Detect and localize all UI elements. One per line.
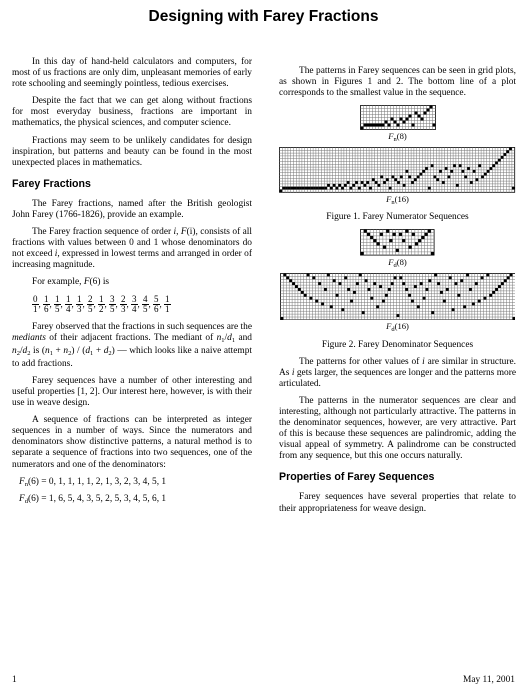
grid-cell-filled — [495, 288, 498, 291]
grid-cell-filled — [426, 167, 429, 170]
grid-cell-filled — [289, 279, 292, 282]
grid-cell-filled — [376, 305, 379, 308]
grid-cell-filled — [347, 181, 350, 184]
grid-cell-filled — [426, 109, 429, 112]
grid-cell-filled — [367, 233, 370, 236]
grid-cell-filled — [358, 274, 361, 277]
farey-paragraph-2: The Farey fraction sequence of order i, F(i), consists of all fractions with values between 0 and 1 whose denominators do not exceed i, expressed in lowest terms and arranged in order of increasing magnitude. — [12, 227, 252, 271]
properties-paragraph-2: Farey sequences have several properties that relate to their appropriateness for weave design. — [279, 492, 516, 514]
intro-paragraph-1: In this day of hand-held calculators and computers, for most of us fractions are only dim, unpleasant memories of early rote schooling and seemingly pointless, tedious exercises. — [12, 57, 252, 90]
fraction-denominator: 5 — [143, 303, 148, 314]
grid-cell-filled — [322, 187, 325, 190]
grid-cell-filled — [440, 291, 443, 294]
grid-cell-filled — [318, 282, 321, 285]
grid-cell-filled — [405, 288, 408, 291]
grid-cell-filled — [386, 230, 389, 233]
grid-cell-filled — [280, 317, 283, 320]
grid-cell-filled — [363, 124, 366, 127]
grid-cell-filled — [422, 297, 425, 300]
grid-cell-filled — [466, 274, 469, 277]
grid-cell-filled — [335, 294, 338, 297]
grid-cell-filled — [432, 124, 435, 127]
grid-cell-filled — [286, 276, 289, 279]
grid-cell-filled — [396, 124, 399, 127]
grid-cell-filled — [411, 300, 414, 303]
grid-cell-filled — [283, 274, 286, 277]
fraction-numerator: 3 — [110, 293, 115, 304]
grid-cell-filled — [423, 170, 426, 173]
grid-cell-filled — [454, 282, 457, 285]
grid-cell-filled — [369, 124, 372, 127]
grid-cell-filled — [480, 276, 483, 279]
grid-cell-filled — [390, 239, 393, 242]
grid-cell-filled — [448, 276, 451, 279]
grid-cell-filled — [377, 243, 380, 246]
grid-cell-filled — [504, 153, 507, 156]
grid-cell-filled — [344, 184, 347, 187]
grid-cell-filled — [408, 294, 411, 297]
grid-cell-filled — [418, 239, 421, 242]
grid-cell-filled — [451, 308, 454, 311]
grid-cell-filled — [364, 184, 367, 187]
grid-cell-filled — [336, 187, 339, 190]
grid-cell-filled — [353, 184, 356, 187]
grid-cell-filled — [498, 159, 501, 162]
grid-cell-filled — [465, 176, 468, 179]
denominator-sequence: $F_d(6) = 1$, 6, 5, 4, 3, 5, 2, 5, 3, 4, 5, 6, 1 — [19, 493, 167, 505]
grid-cell-filled — [396, 249, 399, 252]
grid-cell-filled — [286, 187, 289, 190]
grid-cell-filled — [300, 291, 303, 294]
grid-cell-filled — [402, 121, 405, 124]
grid-cell-filled — [332, 279, 335, 282]
grid-cell-filled — [314, 187, 317, 190]
grid-cell-filled — [420, 173, 423, 176]
grid-cell-filled — [380, 233, 383, 236]
grid-cell-filled — [292, 282, 295, 285]
grid-cell-filled — [406, 170, 409, 173]
grid-cell-filled — [370, 297, 373, 300]
grid-cell-filled — [414, 112, 417, 115]
grid-cell-filled — [366, 124, 369, 127]
grid-cell-filled — [390, 282, 393, 285]
grid-cell-filled — [311, 187, 314, 190]
grid-cell-filled — [484, 173, 487, 176]
grid-cell-filled — [375, 124, 378, 127]
grid-cell-filled — [392, 176, 395, 179]
heading-properties: Properties of Farey Sequences — [279, 471, 435, 484]
fraction-denominator: 2 — [99, 303, 104, 314]
grid-cell-filled — [378, 184, 381, 187]
grid-cell-filled — [409, 246, 412, 249]
grid-cell-filled — [356, 181, 359, 184]
grid-cell-filled — [338, 282, 341, 285]
fraction-numerator: 4 — [143, 293, 148, 304]
farey-paragraph-1: The Farey fractions, named after the British geologist John Farey (1766-1826), provide an example. — [12, 198, 252, 220]
grid-cell-filled — [378, 124, 381, 127]
grid-cell-filled — [490, 167, 493, 170]
grid-cell-filled — [381, 124, 384, 127]
grid-cell-filled — [361, 181, 364, 184]
page-title: Designing with Farey Fractions — [148, 8, 379, 25]
fraction-numerator: 1 — [55, 293, 60, 304]
grid-cell-filled — [390, 118, 393, 121]
grid-plot-denominator-16 — [280, 273, 516, 320]
grid-cell-filled — [372, 179, 375, 182]
grid-cell-filled — [425, 288, 428, 291]
grid-cell-filled — [409, 176, 412, 179]
grid-cell-filled — [372, 124, 375, 127]
grid-cell-filled — [305, 187, 308, 190]
page-number: 1 — [12, 675, 17, 685]
grid-cell-filled — [370, 236, 373, 239]
grid-cell-filled — [324, 288, 327, 291]
grid-cell-filled — [297, 187, 300, 190]
grid-cell-filled — [477, 300, 480, 303]
grid-cell-filled — [463, 305, 466, 308]
footer-date: May 11, 2001 — [463, 675, 515, 685]
grid-cell-filled — [399, 118, 402, 121]
grid-cell-filled — [367, 288, 370, 291]
fraction-denominator: 1 — [165, 303, 170, 314]
grid-cell-filled — [442, 300, 445, 303]
grid-cell-filled — [507, 151, 510, 154]
fraction-numerator: 1 — [165, 293, 170, 304]
grid-cell-filled — [411, 124, 414, 127]
fraction-numerator: 1 — [66, 293, 71, 304]
grid-cell-filled — [500, 282, 503, 285]
grid-cell-filled — [344, 276, 347, 279]
grid-cell-filled — [471, 303, 474, 306]
grid-cell-filled — [451, 170, 454, 173]
figure-2-caption: Figure 2. Farey Denominator Sequences — [321, 339, 474, 350]
patterns-paragraph-3: The patterns in the numerator sequences are clear and interesting, although not particularly attractive. The patterns in the denominator sequences, however, are very attractive. Part of this is because these sequences are palindromic, adding the visual appeal of symmetry. A palindrome can be constructed from any sequence, but this one occurs naturally. — [279, 395, 516, 462]
grid-cell-filled — [469, 288, 472, 291]
grid-cell-filled — [364, 230, 367, 233]
grid-cell-filled — [422, 236, 425, 239]
grid-cell-filled — [512, 317, 515, 320]
plot-label-n16: $F_n(16)$ — [386, 194, 409, 207]
grid-cell-filled — [339, 184, 342, 187]
grid-cell-filled — [476, 179, 479, 182]
grid-plot-numerator-8 — [360, 105, 436, 130]
intro-paragraph-3: Fractions may seem to be unlikely candidates for design inspiration, but patterns and beauty can be found in the most unexpected places in mathematics. — [12, 135, 252, 168]
grid-cell-filled — [319, 187, 322, 190]
grid-cell-filled — [501, 156, 504, 159]
grid-cell-filled — [498, 285, 501, 288]
figure-1 — [279, 105, 516, 223]
fraction-numerator: 1 — [77, 293, 82, 304]
grid-cell-filled — [288, 187, 291, 190]
grid-cell-filled — [350, 187, 353, 190]
fraction-denominator: 6 — [154, 303, 159, 314]
grid-cell-filled — [326, 274, 329, 277]
fraction-denominator: 1 — [33, 303, 38, 314]
fraction-numerator: 3 — [132, 293, 137, 304]
grid-cell-filled — [333, 184, 336, 187]
grid-cell-filled — [456, 184, 459, 187]
grid-cell-filled — [400, 176, 403, 179]
grid-cell-filled — [291, 187, 294, 190]
grid-cell-filled — [370, 187, 373, 190]
grid-cell-filled — [347, 288, 350, 291]
example-intro: For example, F(6) is — [32, 277, 110, 288]
intro-paragraph-2: Despite the fact that we can get along without fractions for most everyday business, fractions are important in mathematics, the physical sciences, and computer science. — [12, 96, 252, 129]
grid-cell-filled — [489, 294, 492, 297]
grid-cell-filled — [402, 239, 405, 242]
grid-cell-filled — [459, 165, 462, 168]
grid-cell-filled — [330, 187, 333, 190]
fraction-denominator: 4 — [132, 303, 137, 314]
grid-cell-filled — [482, 176, 485, 179]
fraction-numerator: 2 — [121, 293, 126, 304]
fraction-numerator: 5 — [154, 293, 159, 304]
numerator-sequence: $F_n(6) = 0$, 1, 1, 1, 1, 2, 1, 3, 2, 3, 4, 5, 1 — [19, 476, 167, 488]
grid-cell-filled — [448, 176, 451, 179]
sequence-paragraph: A sequence of fractions can be interpreted as integer sequences in a number of ways. Since the numerators and denominators show distinctive patterns, a natural method is to separate a sequence of fractions into two sequences, one of the numerators and one of the denominators: — [12, 415, 252, 470]
grid-cell-filled — [445, 288, 448, 291]
grid-cell-filled — [454, 165, 457, 168]
grid-cell-filled — [419, 282, 422, 285]
fraction-denominator: 6 — [44, 303, 49, 314]
grid-cell-filled — [379, 285, 382, 288]
fraction-denominator: 4 — [66, 303, 71, 314]
fraction-denominator: 5 — [110, 303, 115, 314]
plot-label-n8: $F_n(8)$ — [388, 131, 407, 144]
grid-cell-filled — [355, 282, 358, 285]
patterns-paragraph-2: The patterns for other values of i are similar in structure. As i gets larger, the sequences are longer and the patterns more articulated. — [279, 356, 516, 389]
grid-cell-filled — [473, 170, 476, 173]
grid-cell-filled — [399, 276, 402, 279]
grid-cell-filled — [431, 311, 434, 314]
grid-cell-filled — [431, 252, 434, 255]
grid-cell-filled — [303, 294, 306, 297]
grid-cell-filled — [383, 246, 386, 249]
grid-cell-filled — [328, 184, 331, 187]
grid-cell-filled — [316, 187, 319, 190]
grid-cell-filled — [384, 121, 387, 124]
grid-cell-filled — [413, 285, 416, 288]
grid-cell-filled — [302, 187, 305, 190]
grid-cell-filled — [295, 285, 298, 288]
grid-cell-filled — [283, 187, 286, 190]
grid-cell-filled — [402, 282, 405, 285]
grid-cell-filled — [425, 233, 428, 236]
grid-cell-filled — [405, 118, 408, 121]
grid-cell-filled — [387, 288, 390, 291]
grid-cell-filled — [398, 181, 401, 184]
grid-cell-filled — [325, 187, 328, 190]
grid-cell-filled — [381, 176, 384, 179]
grid-cell-filled — [474, 282, 477, 285]
grid-cell-filled — [387, 124, 390, 127]
grid-cell-filled — [321, 303, 324, 306]
grid-cell-filled — [487, 170, 490, 173]
grid-cell-filled — [408, 115, 411, 118]
grid-cell-filled — [462, 170, 465, 173]
grid-cell-filled — [434, 176, 437, 179]
grid-cell-filled — [374, 239, 377, 242]
grid-cell-filled — [360, 127, 363, 130]
fraction — [164, 295, 171, 314]
plot-label-d16: $F_d(16)$ — [386, 321, 409, 334]
grid-cell-filled — [308, 187, 311, 190]
grid-cell-filled — [492, 291, 495, 294]
grid-cell-filled — [329, 305, 332, 308]
grid-cell-filled — [386, 179, 389, 182]
grid-cell-filled — [393, 121, 396, 124]
grid-cell-filled — [358, 187, 361, 190]
grid-cell-filled — [486, 274, 489, 277]
grid-cell-filled — [393, 233, 396, 236]
fraction-denominator: 3 — [77, 303, 82, 314]
grid-cell-filled — [431, 165, 434, 168]
grid-cell-filled — [493, 165, 496, 168]
grid-cell-filled — [423, 112, 426, 115]
fraction-numerator: 1 — [99, 293, 104, 304]
grid-cell-filled — [342, 187, 345, 190]
grid-cell-filled — [406, 230, 409, 233]
grid-cell-filled — [353, 291, 356, 294]
grid-cell-filled — [506, 276, 509, 279]
grid-cell-filled — [364, 279, 367, 282]
grid-cell-filled — [375, 181, 378, 184]
fraction-denominator: 5 — [55, 303, 60, 314]
grid-cell-filled — [509, 274, 512, 277]
grid-cell-filled — [442, 181, 445, 184]
fraction-numerator: 0 — [33, 293, 38, 304]
grid-cell-filled — [361, 311, 364, 314]
grid-cell-filled — [417, 115, 420, 118]
heading-farey-fractions: Farey Fractions — [12, 177, 91, 190]
fraction-numerator: 2 — [88, 293, 93, 304]
grid-cell-filled — [417, 176, 420, 179]
grid-cell-filled — [350, 300, 353, 303]
grid-plot-denominator-8 — [360, 229, 435, 256]
plot-label-d8: $F_d(8)$ — [388, 256, 407, 269]
grid-cell-filled — [457, 294, 460, 297]
grid-plot-numerator-16 — [279, 147, 515, 193]
grid-cell-filled — [341, 308, 344, 311]
grid-cell-filled — [384, 294, 387, 297]
grid-cell-filled — [414, 179, 417, 182]
grid-cell-filled — [496, 162, 499, 165]
grid-cell-filled — [389, 187, 392, 190]
grid-cell-filled — [367, 181, 370, 184]
grid-cell-filled — [382, 300, 385, 303]
fraction-numerator: 1 — [44, 293, 49, 304]
grid-cell-filled — [440, 170, 443, 173]
grid-cell-filled — [393, 276, 396, 279]
grid-cell-filled — [361, 252, 364, 255]
right-column — [279, 66, 516, 521]
grid-cell-filled — [315, 300, 318, 303]
grid-cell-filled — [395, 179, 398, 182]
grid-cell-filled — [445, 167, 448, 170]
farey-six-fractions: $\frac{0}{1}$ , $\frac{1}{6}$ , $\frac{1}{5}$ , $\frac{1}{4}$ , $\frac{1}{3}$ , $\frac{2}{5}$ , $\frac{1}{2}$ , $\frac{3}{5}$ , $\frac{2}{3}$ , $\frac{3}{4}$ , $\frac{4}{5}$ , $\frac{5}{6}$ , $\frac{1}{1}$ — [33, 293, 170, 314]
grid-cell-filled — [503, 279, 506, 282]
grid-cell-filled — [294, 187, 297, 190]
figure-1-caption: Figure 1. Farey Numerator Sequences — [326, 212, 469, 223]
grid-cell-filled — [437, 282, 440, 285]
grid-cell-filled — [428, 230, 431, 233]
grid-cell-filled — [510, 148, 513, 151]
grid-cell-filled — [470, 181, 473, 184]
patterns-paragraph-1: The patterns in Farey sequences can be seen in grid plots, as shown in Figures 1 and 2. The bottom line of a plot corresponds to the smallest value in the sequence. — [279, 66, 516, 99]
fraction-denominator: 5 — [88, 303, 93, 314]
left-column — [12, 57, 252, 511]
fraction-denominator: 3 — [121, 303, 126, 314]
grid-cell-filled — [396, 314, 399, 317]
grid-cell-filled — [428, 187, 431, 190]
grid-cell-filled — [512, 187, 515, 190]
grid-cell-filled — [479, 165, 482, 168]
grid-cell-filled — [429, 106, 432, 109]
grid-cell-filled — [306, 274, 309, 277]
figure-2 — [279, 229, 516, 350]
grid-cell-filled — [403, 184, 406, 187]
grid-cell-filled — [437, 179, 440, 182]
grid-cell-filled — [373, 282, 376, 285]
grid-cell-filled — [384, 181, 387, 184]
grid-cell-filled — [428, 279, 431, 282]
grid-cell-filled — [420, 118, 423, 121]
grid-cell-filled — [297, 288, 300, 291]
grid-cell-filled — [416, 305, 419, 308]
grid-cell-filled — [434, 274, 437, 277]
grid-cell-filled — [312, 276, 315, 279]
grid-cell-filled — [280, 190, 283, 193]
grid-cell-filled — [309, 297, 312, 300]
grid-cell-filled — [300, 187, 303, 190]
grid-cell-filled — [460, 279, 463, 282]
mediant-paragraph: Farey observed that the fractions in such sequences are the mediants of their adjacent fractions. The mediant of $n_1/d_1$ and $n_2/d_2$ is $(n_1 + n_2) / (d_1 + d_2)$ — which looks like a naive attempt to add fractions. — [12, 321, 252, 369]
grid-cell-filled — [415, 243, 418, 246]
grid-cell-filled — [483, 297, 486, 300]
grid-cell-filled — [412, 233, 415, 236]
grid-cell-filled — [399, 233, 402, 236]
properties-paragraph: Farey sequences have a number of other interesting and useful properties [1, 2]. Our interest here, however, is with their use in weave design. — [12, 375, 252, 409]
grid-cell-filled — [412, 181, 415, 184]
grid-cell-filled — [468, 167, 471, 170]
